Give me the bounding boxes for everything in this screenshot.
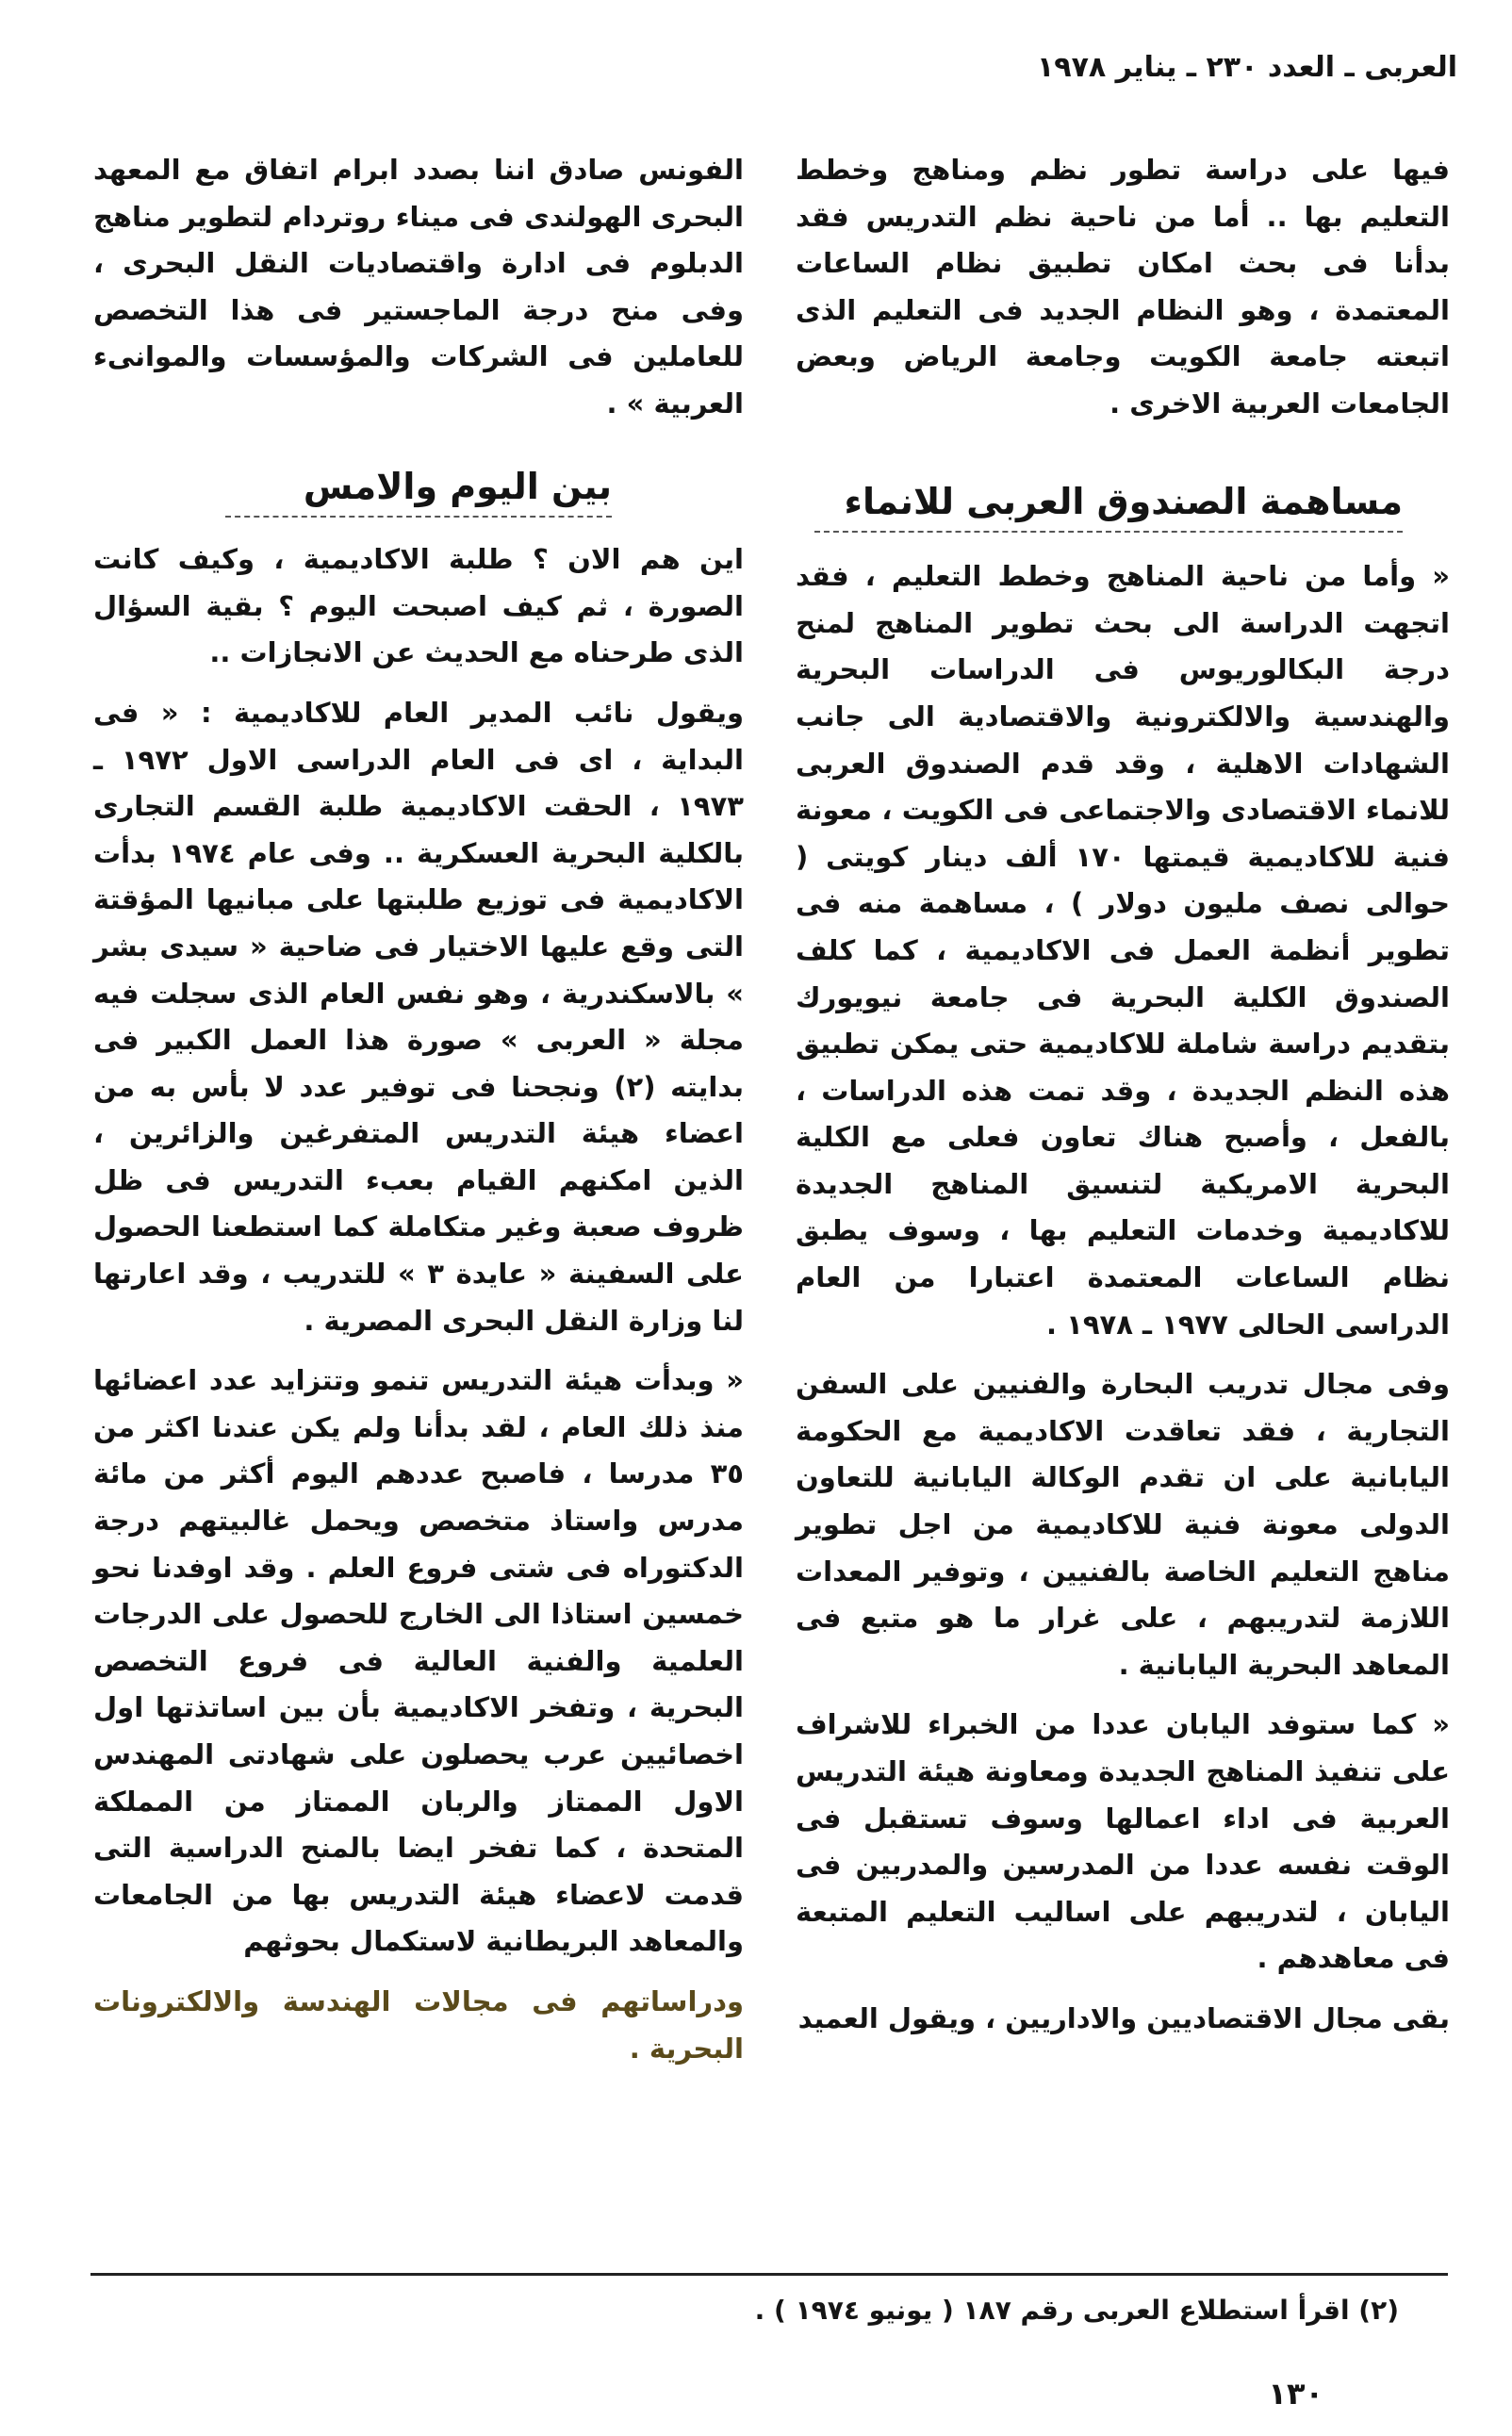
right-intro-paragraph: فيها على دراسة تطور نظم ومناهج وخطط التعليم بها .. أما من ناحية نظم التدريس فقد بدأنا فى بحث امكان تطبيق نظام الساعات المعتمدة ، وهو النظام الجديد فى التعليم الذى اتبعته جامعة الكويت وجامعة الرياض وبعض الجامعات العربية الاخرى .	[796, 154, 1450, 420]
section-title-today-yesterday: بين اليوم والامس	[225, 466, 612, 518]
footnote: (٢) اقرأ استطلاع العربى رقم ١٨٧ ( يونيو ١٩٧٤ ) .	[754, 2295, 1399, 2326]
page-number: ١٣٠	[1268, 2376, 1323, 2411]
section-title-arab-fund: مساهمة الصندوق العربى للانماء	[814, 481, 1403, 534]
left-column	[93, 141, 744, 2085]
right-column	[796, 141, 1450, 2056]
left-paragraph-3: « وبدأت هيئة التدريس تنمو وتتزايد عدد اعضائها منذ ذلك العام ، لقد بدأنا ولم يكن عندنا اكثر من ٣٥ مدرسا ، فاصبح عددهم اليوم أكثر من مائة مدرس واستاذ متخصص ويحمل غالبيتهم درجة الدكتوراه فى شتى فروع العلم . وقد اوفدنا نحو خمسين استاذا الى الخارج للحصول على الدرجات العلمية والفنية العالية فى فروع التخصص البحرية ، وتفخر الاكاديمية بأن بين اساتذتها اول اخصائيين عرب يحصلون على شهادتى المهندس الاول الممتاز والربان الممتاز من المملكة المتحدة ، كما تفخر ايضا بالمنح الدراسية التى قدمت لاعضاء هيئة التدريس بها من الجامعات والمعاهد البريطانية لاستكمال بحوثهم	[93, 1364, 744, 1958]
right-paragraph-4: بقى مجال الاقتصاديين والاداريين ، ويقول العميد	[797, 2001, 1450, 2034]
left-paragraph-4: ودراساتهم فى مجالات الهندسة والالكترونات البحرية .	[93, 1984, 744, 2065]
running-header: العربى ـ العدد ٢٣٠ ـ يناير ١٩٧٨	[1036, 51, 1457, 84]
left-intro-paragraph: الفونس صادق اننا بصدد ابرام اتفاق مع المعهد البحرى الهولندى فى ميناء روتردام لتطوير مناهج الدبلوم فى ادارة واقتصاديات النقل البحرى ، وفى منح درجة الماجستير فى هذا التخصص للعاملين فى الشركات والمؤسسات والموانىء العربية » .	[93, 154, 744, 420]
right-paragraph-3: « كما ستوفد اليابان عددا من الخبراء للاشراف على تنفيذ المناهج الجديدة ومعاونة هيئة التدريس العربية فى اداء اعمالها وسوف تستقبل فى الوقت نفسه عددا من المدرسين والمدربين فى اليابان ، لتدريبهم على اساليب التعليم المتبعة فى معاهدهم .	[796, 1708, 1450, 1975]
right-paragraph-1: « وأما من ناحية المناهج وخطط التعليم ، فقد اتجهت الدراسة الى بحث تطوير المناهج لمنح درجة البكالوريوس فى الدراسات البحرية والهندسية والالكترونية والاقتصادية الى جانب الشهادات الاهلية ، وقد قدم الصندوق العربى للانماء الاقتصادى والاجتماعى فى الكويت ، معونة فنية للاكاديمية قيمتها ١٧٠ ألف دينار كويتى ( حوالى نصف مليون دولار ) ، مساهمة منه فى تطوير أنظمة العمل فى الاكاديمية ، كما كلف الصندوق الكلية البحرية فى جامعة نيويورك بتقديم دراسة شاملة للاكاديمية حتى يمكن تطبيق هذه النظم الجديدة ، وقد تمت هذه الدراسات ، بالفعل ، وأصبح هناك تعاون فعلى مع الكلية البحرية الامريكية لتنسيق المناهج الجديدة للاكاديمية وخدمات التعليم بها ، وسوف يطبق نظام الساعات المعتمدة اعتبارا من العام الدراسى الحالى ١٩٧٧ ـ ١٩٧٨ .	[796, 560, 1451, 1341]
left-paragraph-1: اين هم الان ؟ طلبة الاكاديمية ، وكيف كانت الصورة ، ثم كيف اصبحت اليوم ؟ بقية السؤال الذى طرحناه مع الحديث عن الانجازات ..	[93, 543, 744, 669]
footnote-divider	[90, 2273, 1448, 2276]
right-paragraph-2: وفى مجال تدريب البحارة والفنيين على السفن التجارية ، فقد تعاقدت الاكاديمية مع الحكومة اليابانية على ان تقدم الوكالة اليابانية للتعاون الدولى معونة فنية للاكاديمية من اجل تطوير مناهج التعليم الخاصة بالفنيين ، وتوفير المعدات اللازمة لتدريبهم ، على غرار ما هو متبع فى المعاهد البحرية اليابانية .	[796, 1368, 1450, 1681]
left-paragraph-2: ويقول نائب المدير العام للاكاديمية : « فى البداية ، اى فى العام الدراسى الاول ١٩٧٢ ـ ١٩٧٣ ، الحقت الاكاديمية طلبة القسم التجارى بالكلية البحرية العسكرية .. وفى عام ١٩٧٤ بدأت الاكاديمية فى توزيع طلبتها على مبانيها المؤقتة التى وقع عليها الاختيار فى ضاحية « سيدى بشر » بالاسكندرية ، وهو نفس العام الذى سجلت فيه مجلة « العربى » صورة هذا العمل الكبير فى بدايته (٢) ونجحنا فى توفير عدد لا بأس به من اعضاء هيئة التدريس المتفرغين والزائرين ، الذين امكنهم القيام بعبء التدريس فى ظل ظروف صعبة وغير متكاملة كما استطعنا الحصول على السفينة « عايدة ٣ » للتدريب ، وقد اعارتها لنا وزارة النقل البحرى المصرية .	[93, 696, 744, 1337]
